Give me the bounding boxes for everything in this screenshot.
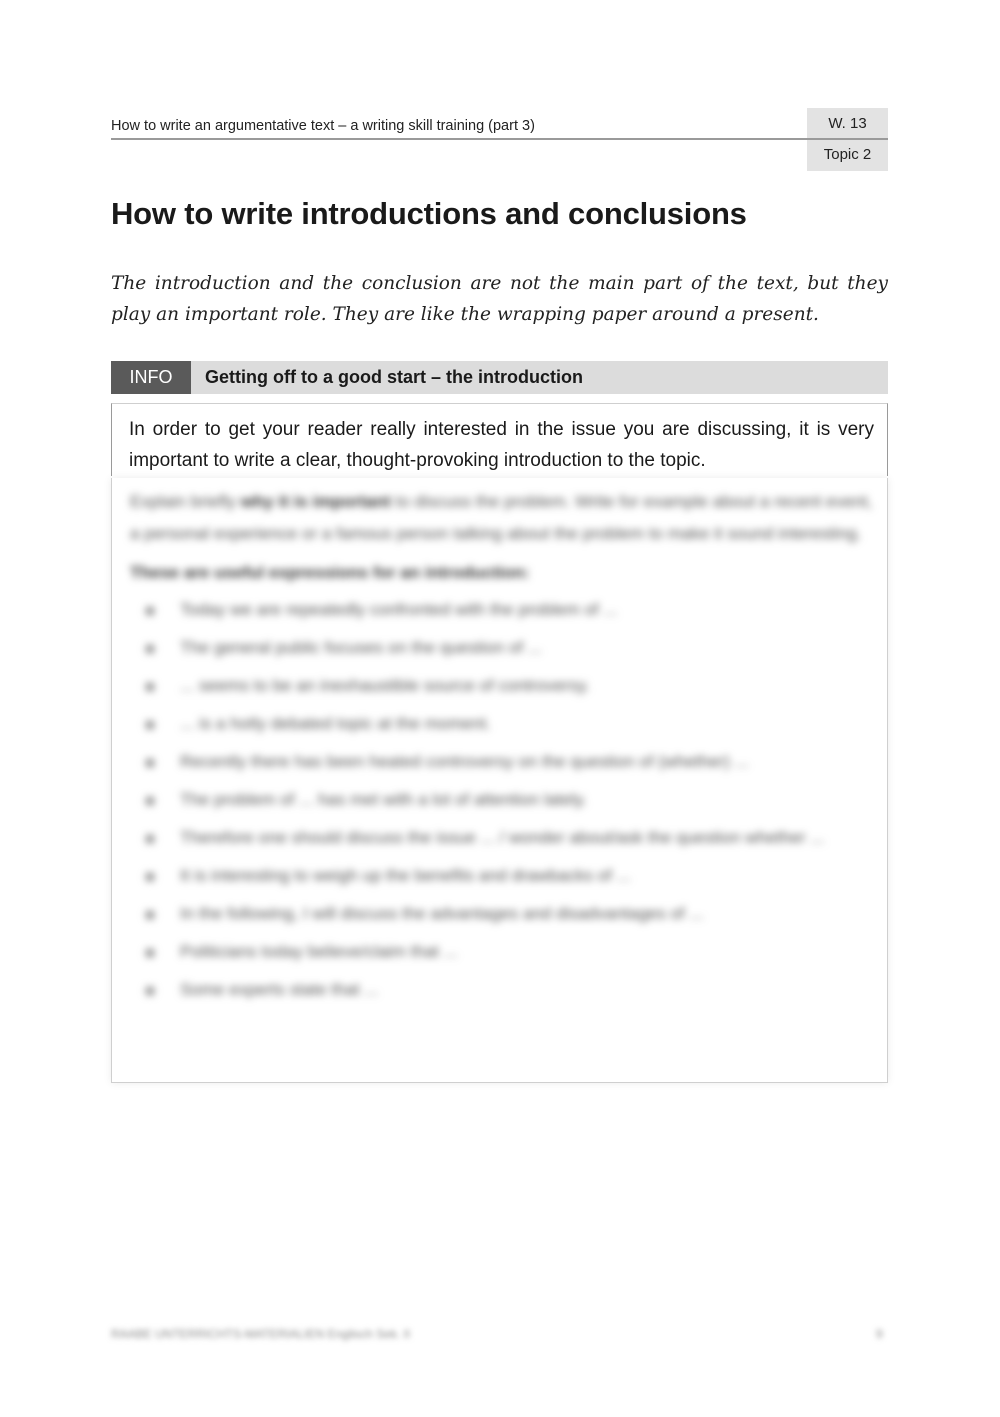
list-item: Some experts state that ...	[130, 974, 873, 1006]
footer-publisher: RAABE UNTERRICHTS-MATERIALIEN Englisch Sek. II	[111, 1327, 411, 1341]
blurred-paragraph	[130, 486, 873, 550]
expressions-heading: These are useful expressions for an introduction:	[130, 563, 530, 582]
list-item: ... is a hotly debated topic at the moment.	[130, 708, 873, 740]
blurred-content	[112, 478, 887, 1006]
list-item: Recently there has been heated controversy on the question of (whether) ...	[130, 746, 873, 778]
info-heading: Getting off to a good start – the introduction	[205, 367, 583, 387]
intro-paragraph: The introduction and the conclusion are not the main part of the text, but they play an important role. They are like the wrapping paper around a present.	[111, 273, 888, 325]
info-header-bar	[111, 361, 888, 394]
blurred-paragraph-start: Explain briefly	[130, 492, 236, 511]
list-item: Therefore one should discuss the issue ... / wonder about/ask the question whether ...	[130, 822, 873, 854]
expressions-list	[130, 594, 873, 1006]
page-number: 9	[876, 1327, 883, 1341]
list-item: The general public focuses on the question of ...	[130, 632, 873, 664]
blurred-preview-box	[111, 478, 888, 1083]
list-item: ... seems to be an inexhaustible source of controversy.	[130, 670, 873, 702]
list-item: It is interesting to weigh up the benefits and drawbacks of ...	[130, 860, 873, 892]
list-item: Politicians today believe/claim that ...	[130, 936, 873, 968]
unit-code-badge: W. 13	[807, 108, 888, 138]
topic-badge: Topic 2	[807, 140, 888, 171]
list-item: The problem of ... has met with a lot of attention lately.	[130, 784, 873, 816]
blurred-paragraph-end: to discuss the problem. Write for example about a recent event, a personal experience or a famous person talking about the problem to make it sound interesting.	[130, 492, 873, 543]
page-title: How to write introductions and conclusions	[111, 196, 747, 231]
list-item: In the following, I will discuss the advantages and disadvantages of ...	[130, 898, 873, 930]
header-series-title: How to write an argumentative text – a writing skill training (part 3)	[111, 118, 535, 134]
info-text: In order to get your reader really interested in the issue you are discussing, it is very important to write a clear, thought-provoking introduction to the topic.	[129, 419, 874, 471]
info-label: INFO	[111, 361, 191, 394]
header-divider	[111, 138, 888, 140]
list-item: Today we are repeatedly confronted with the problem of ...	[130, 594, 873, 626]
blurred-paragraph-bold: why it is important	[240, 492, 391, 511]
